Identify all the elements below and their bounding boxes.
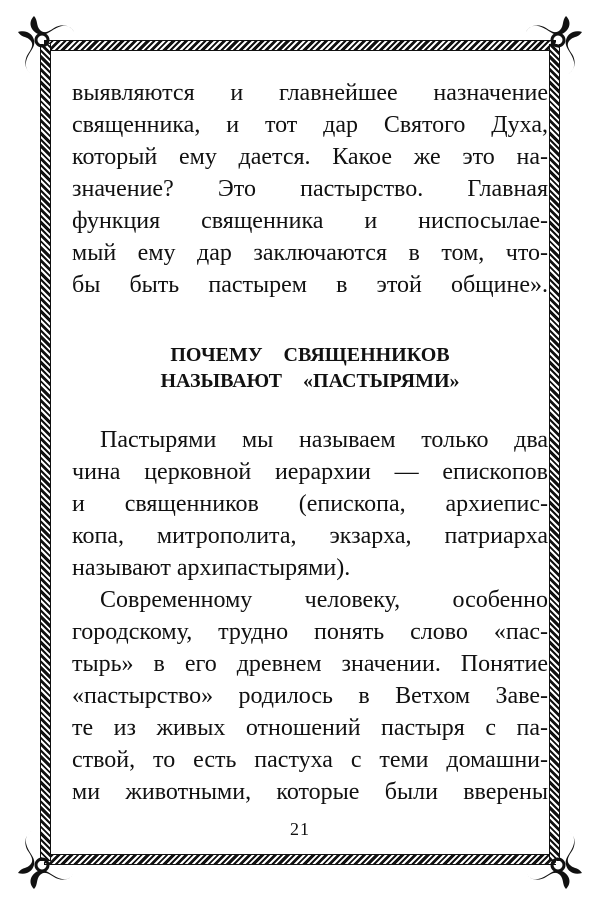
text-line: мый ему дар заключаются в том, что- (72, 240, 548, 266)
text-line: и священников (епископа, архиепис- (72, 491, 548, 517)
text-line: ствой, то есть пастуха с теми домашни- (72, 747, 548, 773)
rope-border-right (549, 44, 560, 861)
text-line: священника, и тот дар Святого Духа, (72, 112, 548, 138)
text-line: значение? Это пастырство. Главная (72, 176, 548, 202)
text-line: «пастырство» родилось в Ветхом Заве- (72, 683, 548, 709)
text-line: Пастырями мы называем только два (100, 427, 548, 453)
page-number: 21 (290, 819, 310, 839)
section-heading (72, 342, 548, 394)
corner-ornament-icon (522, 12, 586, 76)
text-line: Современному человеку, особенно (100, 587, 548, 613)
text-line: называют архипастырями). (72, 555, 351, 581)
paragraph (72, 584, 548, 808)
paragraph (72, 77, 548, 301)
text-line: чина церковной иерархии — епископов (72, 459, 548, 485)
text-line: те из живых отношений пастыря с па- (72, 715, 548, 741)
rope-border-top (44, 40, 556, 51)
text-line: тырь» в его древнем значении. Понятие (72, 651, 548, 677)
corner-ornament-icon (14, 12, 78, 76)
rope-border-left (40, 44, 51, 861)
text-line: ми животными, которые были вверены (72, 779, 548, 805)
heading-line: ПОЧЕМУ СВЯЩЕННИКОВ (170, 344, 450, 366)
text-line: который ему дается. Какое же это на- (72, 144, 548, 170)
rope-border-bottom (44, 854, 556, 865)
text-line: бы быть пастырем в этой общине». (72, 272, 548, 298)
text-line: функция священника и ниспосылае- (72, 208, 548, 234)
paragraph (72, 424, 548, 584)
text-line: выявляются и главнейшее назначение (72, 80, 548, 106)
text-line: городскому, трудно понять слово «пас- (72, 619, 548, 645)
heading-line: НАЗЫВАЮТ «ПАСТЫРЯМИ» (160, 370, 460, 392)
text-line: копа, митрополита, экзарха, патриарха (72, 523, 548, 549)
page-body (72, 77, 548, 808)
